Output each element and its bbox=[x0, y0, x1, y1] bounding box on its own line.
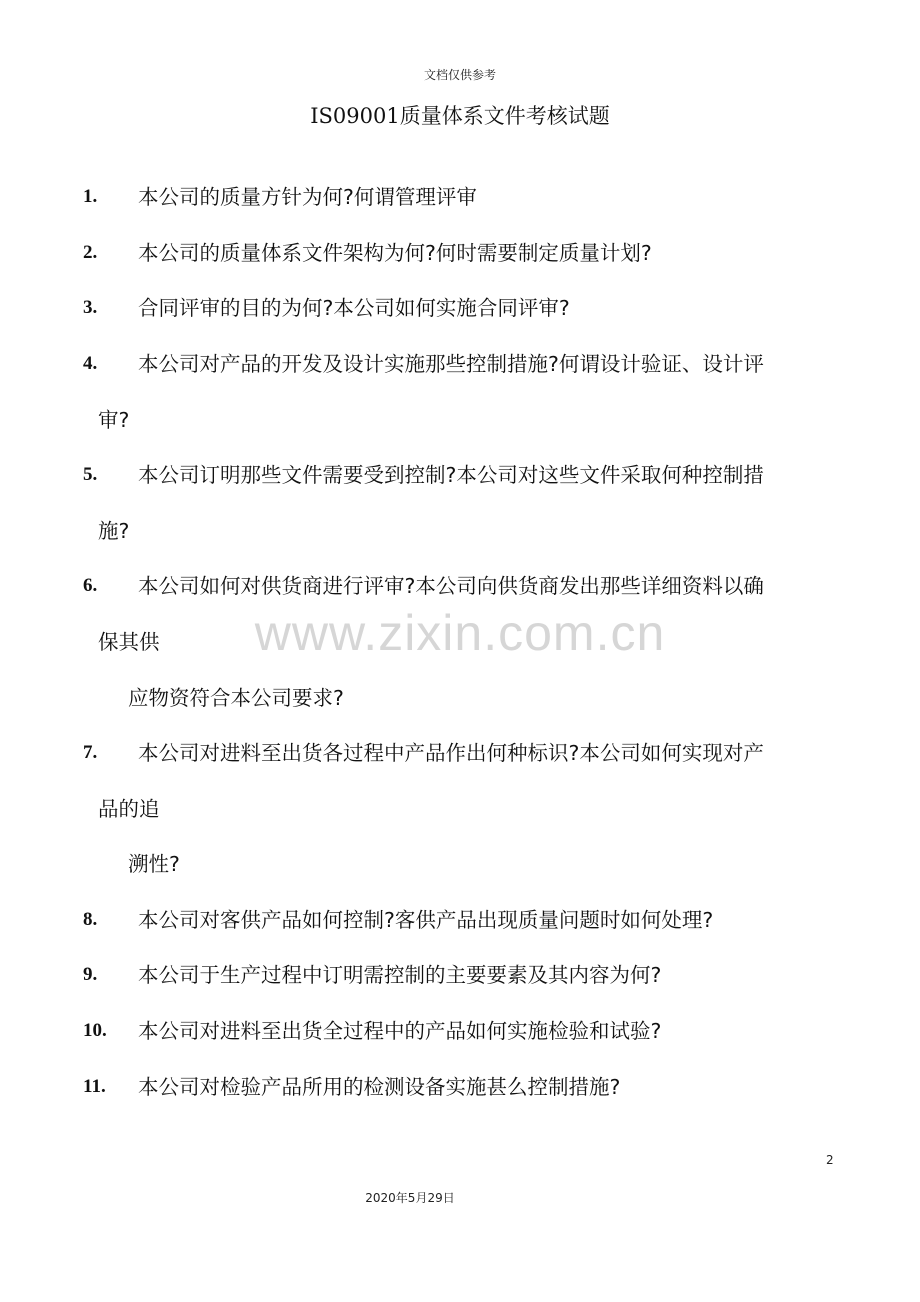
question-text: 本公司对检验产品所用的检测设备实施甚么控制措施? bbox=[138, 1075, 621, 1099]
question-text-continuation: 应物资符合本公司要求? bbox=[128, 686, 344, 710]
question-number: 1. bbox=[83, 186, 98, 207]
question-text: 本公司的质量方针为何?何谓管理评审 bbox=[138, 185, 477, 209]
question-text: 合同评审的目的为何?本公司如何实施合同评审? bbox=[138, 296, 570, 320]
question-number: 11. bbox=[83, 1076, 106, 1097]
question-number: 10. bbox=[83, 1020, 107, 1041]
question-number: 2. bbox=[83, 242, 98, 263]
question-text: 本公司订明那些文件需要受到控制?本公司对这些文件采取何种控制措 bbox=[138, 463, 764, 487]
header-note: 文档仅供参考 bbox=[423, 68, 496, 82]
question-text-continuation: 保其供 bbox=[98, 630, 160, 654]
document-title: IS09001质量体系文件考核试题 bbox=[310, 104, 610, 128]
page-number: 2 bbox=[826, 1153, 834, 1167]
question-number: 6. bbox=[83, 575, 98, 596]
watermark: www.zixin.com.cn bbox=[254, 605, 666, 661]
footer-date: 2020年5月29日 bbox=[365, 1191, 455, 1205]
question-text: 本公司的质量体系文件架构为何?何时需要制定质量计划? bbox=[138, 241, 652, 265]
question-number: 8. bbox=[83, 909, 98, 930]
question-text: 本公司对产品的开发及设计实施那些控制措施?何谓设计验证、设计评 bbox=[138, 352, 764, 376]
question-number: 3. bbox=[83, 297, 98, 318]
question-text: 本公司如何对供货商进行评审?本公司向供货商发出那些详细资料以确 bbox=[138, 574, 764, 598]
question-number: 5. bbox=[83, 464, 98, 485]
question-number: 9. bbox=[83, 964, 98, 985]
question-text-continuation: 溯性? bbox=[128, 852, 180, 876]
question-text: 本公司对进料至出货全过程中的产品如何实施检验和试验? bbox=[138, 1019, 662, 1043]
question-text-continuation: 品的追 bbox=[98, 797, 160, 821]
question-number: 4. bbox=[83, 353, 98, 374]
question-text: 本公司对客供产品如何控制?客供产品出现质量问题时如何处理? bbox=[138, 908, 714, 932]
question-number: 7. bbox=[83, 742, 98, 763]
question-text: 本公司于生产过程中订明需控制的主要要素及其内容为何? bbox=[138, 963, 662, 987]
question-text-continuation: 施? bbox=[98, 519, 130, 543]
question-text-continuation: 审? bbox=[98, 408, 130, 432]
question-text: 本公司对进料至出货各过程中产品作出何种标识?本公司如何实现对产 bbox=[138, 741, 764, 765]
